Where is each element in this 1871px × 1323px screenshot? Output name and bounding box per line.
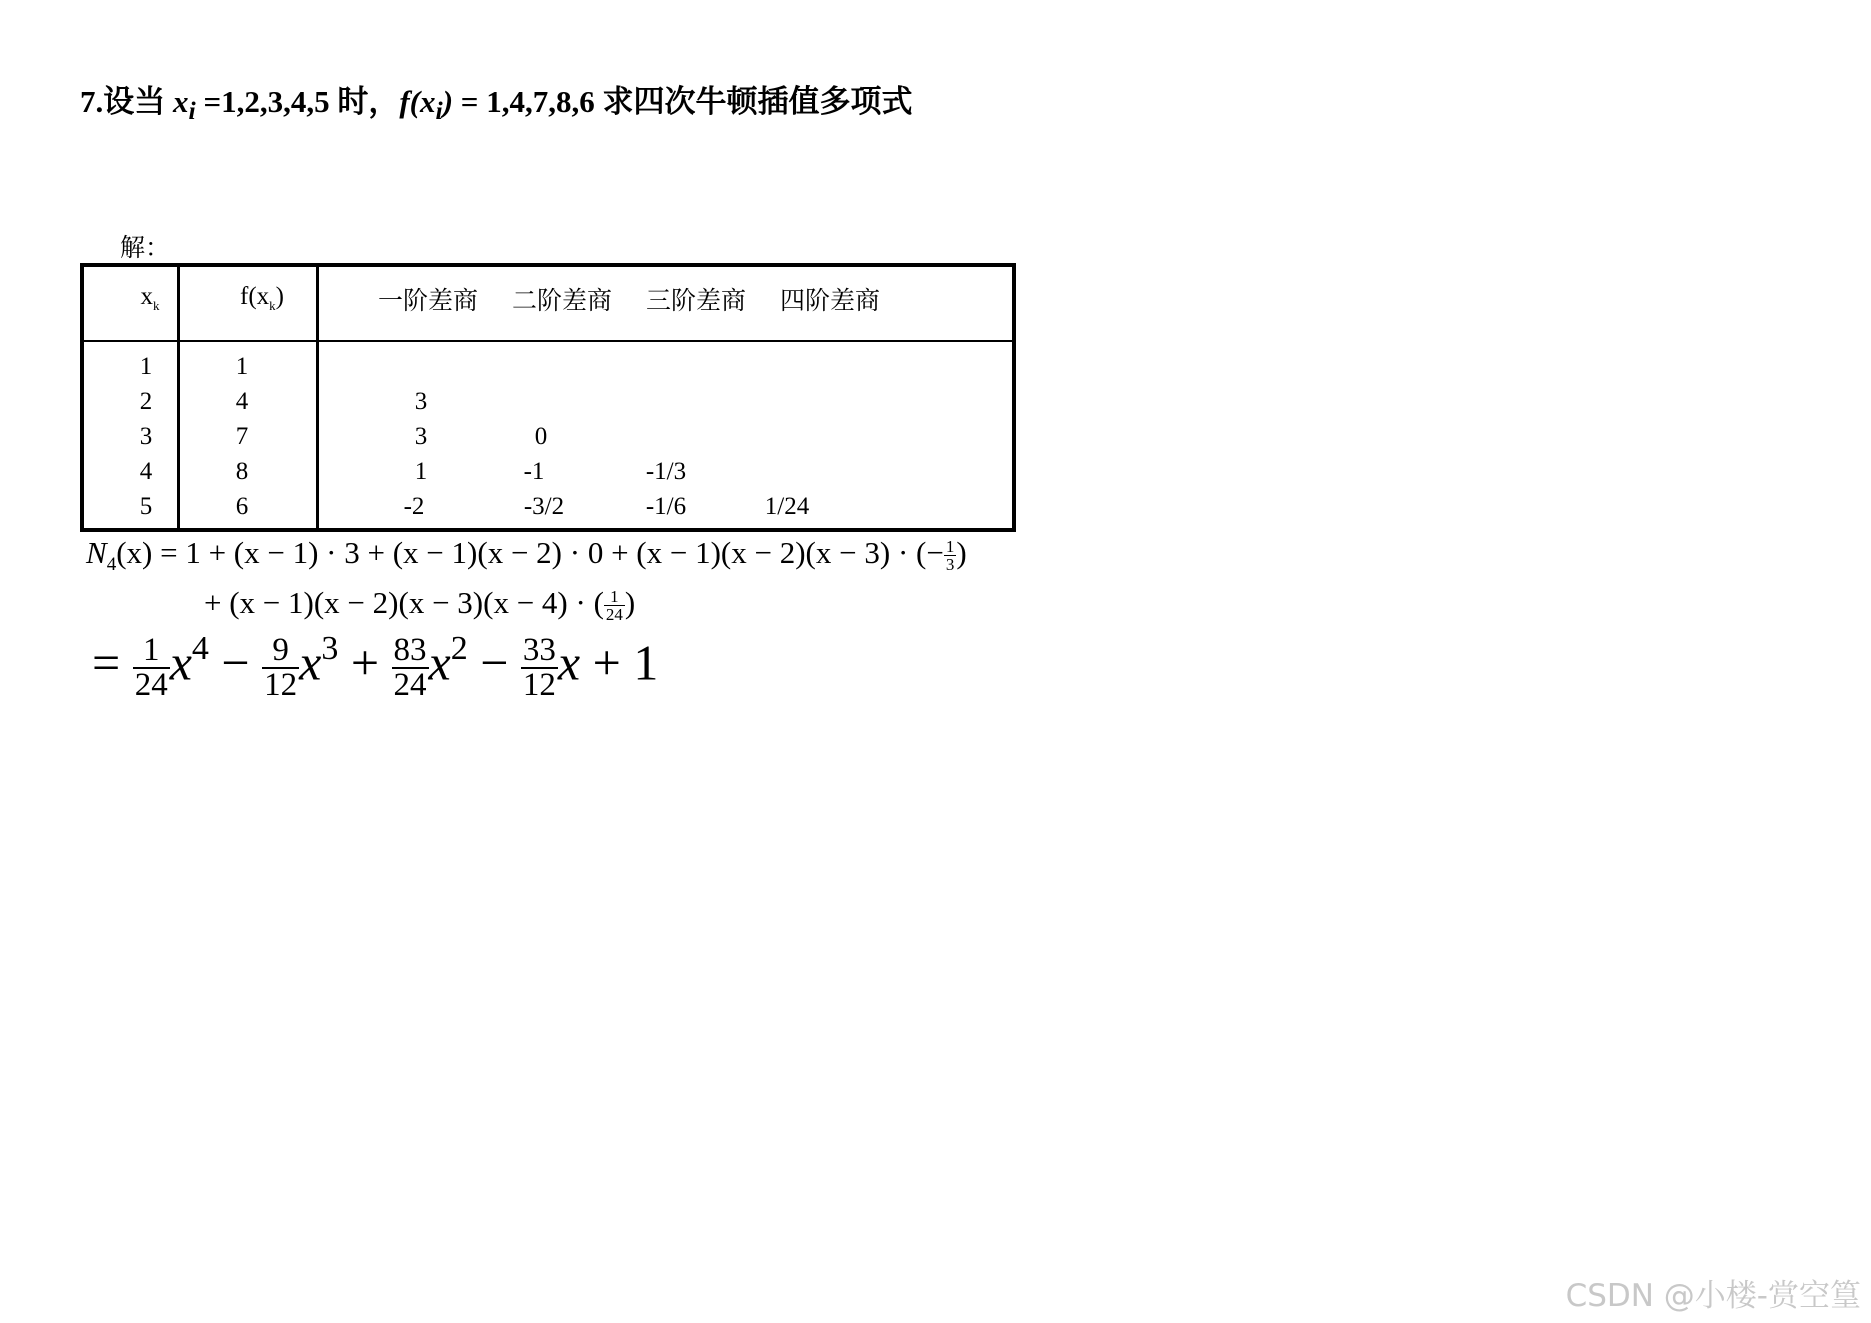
term-2-power: 3 xyxy=(321,630,339,667)
header-xk-sub: k xyxy=(153,298,160,313)
xi-var: x xyxy=(173,84,189,119)
column-divider-1 xyxy=(177,267,180,528)
cell-f-4: 8 xyxy=(235,458,249,485)
term-1-power: 4 xyxy=(191,630,209,667)
header-fxk-a: f(x xyxy=(240,283,270,310)
cell-d2-4: -1 xyxy=(523,458,545,485)
header-second-order: 二阶差商 xyxy=(511,288,613,315)
cell-x-1: 1 xyxy=(139,353,153,380)
cell-d3-4: -1/3 xyxy=(645,458,687,485)
fraction-denominator: 3 xyxy=(945,555,955,575)
cell-d1-3: 3 xyxy=(414,423,428,450)
coef-term-4 xyxy=(521,631,558,703)
fraction-denominator: 24 xyxy=(605,605,623,625)
coef-term-2 xyxy=(262,631,299,703)
header-fxk-b: ) xyxy=(275,283,284,310)
header-first-order: 一阶差商 xyxy=(377,288,479,315)
header-xk-main: x xyxy=(140,283,153,310)
coef-1-denominator: 24 xyxy=(134,666,168,703)
coef-2-numerator: 9 xyxy=(262,634,299,669)
coef-4-denominator: 12 xyxy=(522,666,556,703)
operator-4: − xyxy=(480,634,509,691)
problem-number: 7. xyxy=(80,84,104,119)
coef-3-numerator: 83 xyxy=(393,631,427,668)
formula-line2-body: + (x − 1)(x − 2)(x − 3)(x − 4) · ( xyxy=(204,585,604,620)
cell-d1-2: 3 xyxy=(414,388,428,415)
cell-f-1: 1 xyxy=(235,353,249,380)
divided-difference-table xyxy=(80,263,1016,532)
term-2-var: x xyxy=(299,634,322,691)
term-4-var: x xyxy=(557,634,581,691)
formula-line1-body: (x) = 1 + (x − 1) · 3 + (x − 1)(x − 2) · 0 + (x − 1)(x − 2)(x − 3) · (− xyxy=(116,535,944,570)
header-xk xyxy=(141,283,160,314)
xi-sub: i xyxy=(188,96,196,126)
f-xi-a: f(x xyxy=(399,84,436,119)
cell-x-5: 5 xyxy=(139,493,153,520)
cell-d1-5: -2 xyxy=(403,493,425,520)
cell-f-5: 6 xyxy=(235,493,249,520)
problem-text-a: 设当 xyxy=(103,84,173,119)
header-fourth-order: 四阶差商 xyxy=(779,288,881,315)
term-1-var: x xyxy=(169,634,192,691)
coef-term-3 xyxy=(392,631,429,703)
problem-statement xyxy=(80,76,912,126)
coef-2-denominator: 12 xyxy=(264,666,298,703)
term-3-var: x xyxy=(428,634,451,691)
header-divider xyxy=(84,340,1012,342)
problem-text-c: = 1,4,7,8,6 求四次牛顿插值多项式 xyxy=(453,84,913,119)
coef-1-numerator: 1 xyxy=(133,634,170,669)
coef-term-1 xyxy=(133,631,170,703)
formula-line1-close: ) xyxy=(956,535,967,570)
equals-sign: = xyxy=(92,634,121,691)
newton-formula-line-1 xyxy=(86,535,967,576)
term-3-power: 2 xyxy=(450,630,468,667)
operator-3: + xyxy=(350,634,380,691)
cell-f-3: 7 xyxy=(235,423,249,450)
fraction-one-twentyfourth xyxy=(604,588,625,623)
column-divider-2 xyxy=(316,267,319,528)
cell-d4-5: 1/24 xyxy=(764,493,810,520)
formula-line2-close: ) xyxy=(624,585,636,620)
fraction-numerator: 1 xyxy=(604,588,625,606)
header-fxk xyxy=(240,283,284,314)
newton-N-sub: 4 xyxy=(106,554,117,576)
coef-4-numerator: 33 xyxy=(522,631,556,668)
f-xi-b: ) xyxy=(442,84,454,119)
header-fxk-sub: k xyxy=(269,298,276,313)
cell-d2-5: -3/2 xyxy=(523,493,565,520)
fraction-one-third xyxy=(944,538,957,573)
cell-d1-4: 1 xyxy=(414,458,428,485)
cell-x-4: 4 xyxy=(139,458,153,485)
watermark: CSDN @小楼-赏空篁 xyxy=(1565,1278,1861,1314)
cell-x-2: 2 xyxy=(139,388,153,415)
header-third-order: 三阶差商 xyxy=(645,288,747,315)
cell-f-2: 4 xyxy=(235,388,249,415)
cell-x-3: 3 xyxy=(139,423,153,450)
fraction-numerator: 1 xyxy=(945,537,955,557)
newton-N: N xyxy=(86,535,107,570)
coef-3-denominator: 24 xyxy=(393,666,427,703)
newton-formula-line-2 xyxy=(204,585,635,623)
expanded-polynomial xyxy=(92,630,658,702)
cell-d3-5: -1/6 xyxy=(645,493,687,520)
problem-text-b: =1,2,3,4,5 时， xyxy=(195,84,400,119)
solution-label: 解： xyxy=(120,235,171,262)
f-xi-sub: i xyxy=(435,96,443,126)
cell-d2-3: 0 xyxy=(534,423,548,450)
constant-term: + 1 xyxy=(592,634,659,691)
operator-2: − xyxy=(221,634,250,691)
